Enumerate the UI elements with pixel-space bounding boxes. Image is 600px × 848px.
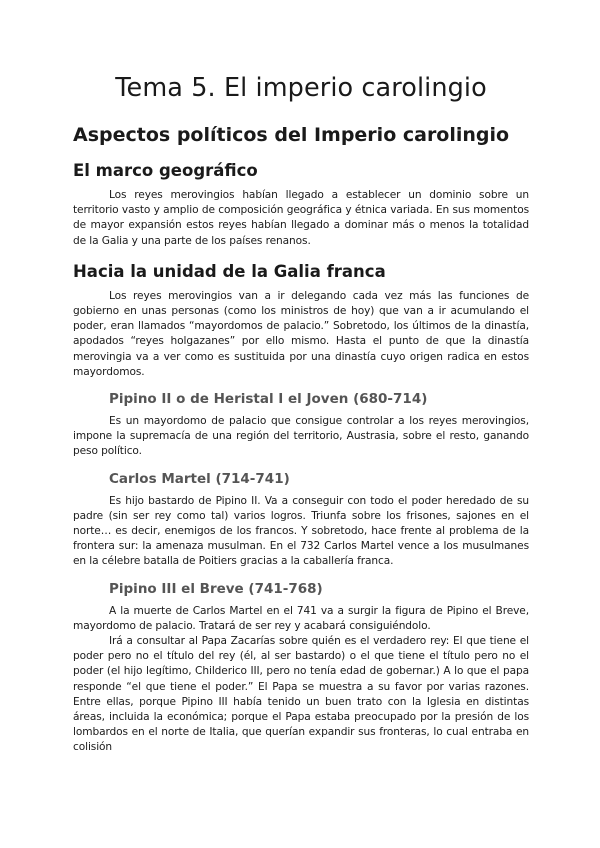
paragraph: A la muerte de Carlos Martel en el 741 va a surgir la figura de Pipino el Breve, mayordomo de palacio. Tratará de ser rey y acabará consiguiéndolo.	[73, 604, 529, 632]
paragraph: Irá a consultar al Papa Zacarías sobre quién es el verdadero rey: El que tiene el poder pero no el título del rey (él, al ser bastardo) o el que tiene el título pero no el poder (el hijo legítimo, Childerico III, pero no tenía edad de gobernar.) A lo que el papa responde “el que tiene el poder.” El Papa se muestra a su favor por varias razones. Entre ellas, porque Pipino III había tenido un buen trato con la Iglesia en distintas áreas, incluida la económica; porque el Papa estaba preocupado por la presión de los lombardos en el norte de Italia, que querían expandir sus fronteras, lo cual entraba en colisión	[73, 635, 529, 754]
paragraph: Es un mayordomo de palacio que consigue controlar a los reyes merovingios, impone la supremacía de una región del territorio, Austrasia, sobre el resto, ganando peso político.	[73, 415, 529, 458]
subsection-heading-marco: El marco geográfico	[73, 161, 258, 180]
subsection-heading-unidad: Hacia la unidad de la Galia franca	[73, 261, 386, 281]
figure-heading-carlos-martel: Carlos Martel (714-741)	[109, 470, 290, 487]
paragraph: Los reyes merovingios habían llegado a establecer un dominio sobre un territorio vasto y amplio de composición geográfica y étnica variada. En sus momentos de mayor expansión estos reyes habían llegado a dominar más o menos la totalidad de la Galia y una parte de los países renanos.	[73, 189, 529, 247]
paragraph: Es hijo bastardo de Pipino II. Va a conseguir con todo el poder heredado de su padre (sin ser rey como tal) varios logros. Triunfa sobre los frisones, sajones en el norte… es decir, enemigos de los francos. Y sobretodo, hace frente al problema de la frontera sur: la amenaza musulman. En el 732 Carlos Martel vence a los musulmanes en la célebre batalla de Poitiers gracias a la caballería franca.	[73, 494, 529, 568]
section-heading: Aspectos políticos del Imperio carolingio	[73, 124, 510, 146]
figure-heading-pipino-iii: Pipino III el Breve (741-768)	[109, 580, 323, 597]
document-title: Tema 5. El imperio carolingio	[115, 73, 487, 103]
paragraph: Los reyes merovingios van a ir delegando cada vez más las funciones de gobierno en unas personas (como los ministros de hoy) que van a ir acumulando el poder, eran llamados “mayordomos de palacio.” Sobretodo, los últimos de la dinastía, apodados “reyes holgazanes” por ello mismo. Hasta el punto de que la dinastía merovingia va a ver como es sustituida por una dinastía cuyo origen radica en estos mayordomos.	[73, 289, 529, 378]
figure-heading-pipino-ii: Pipino II o de Heristal I el Joven (680-714)	[109, 391, 428, 408]
